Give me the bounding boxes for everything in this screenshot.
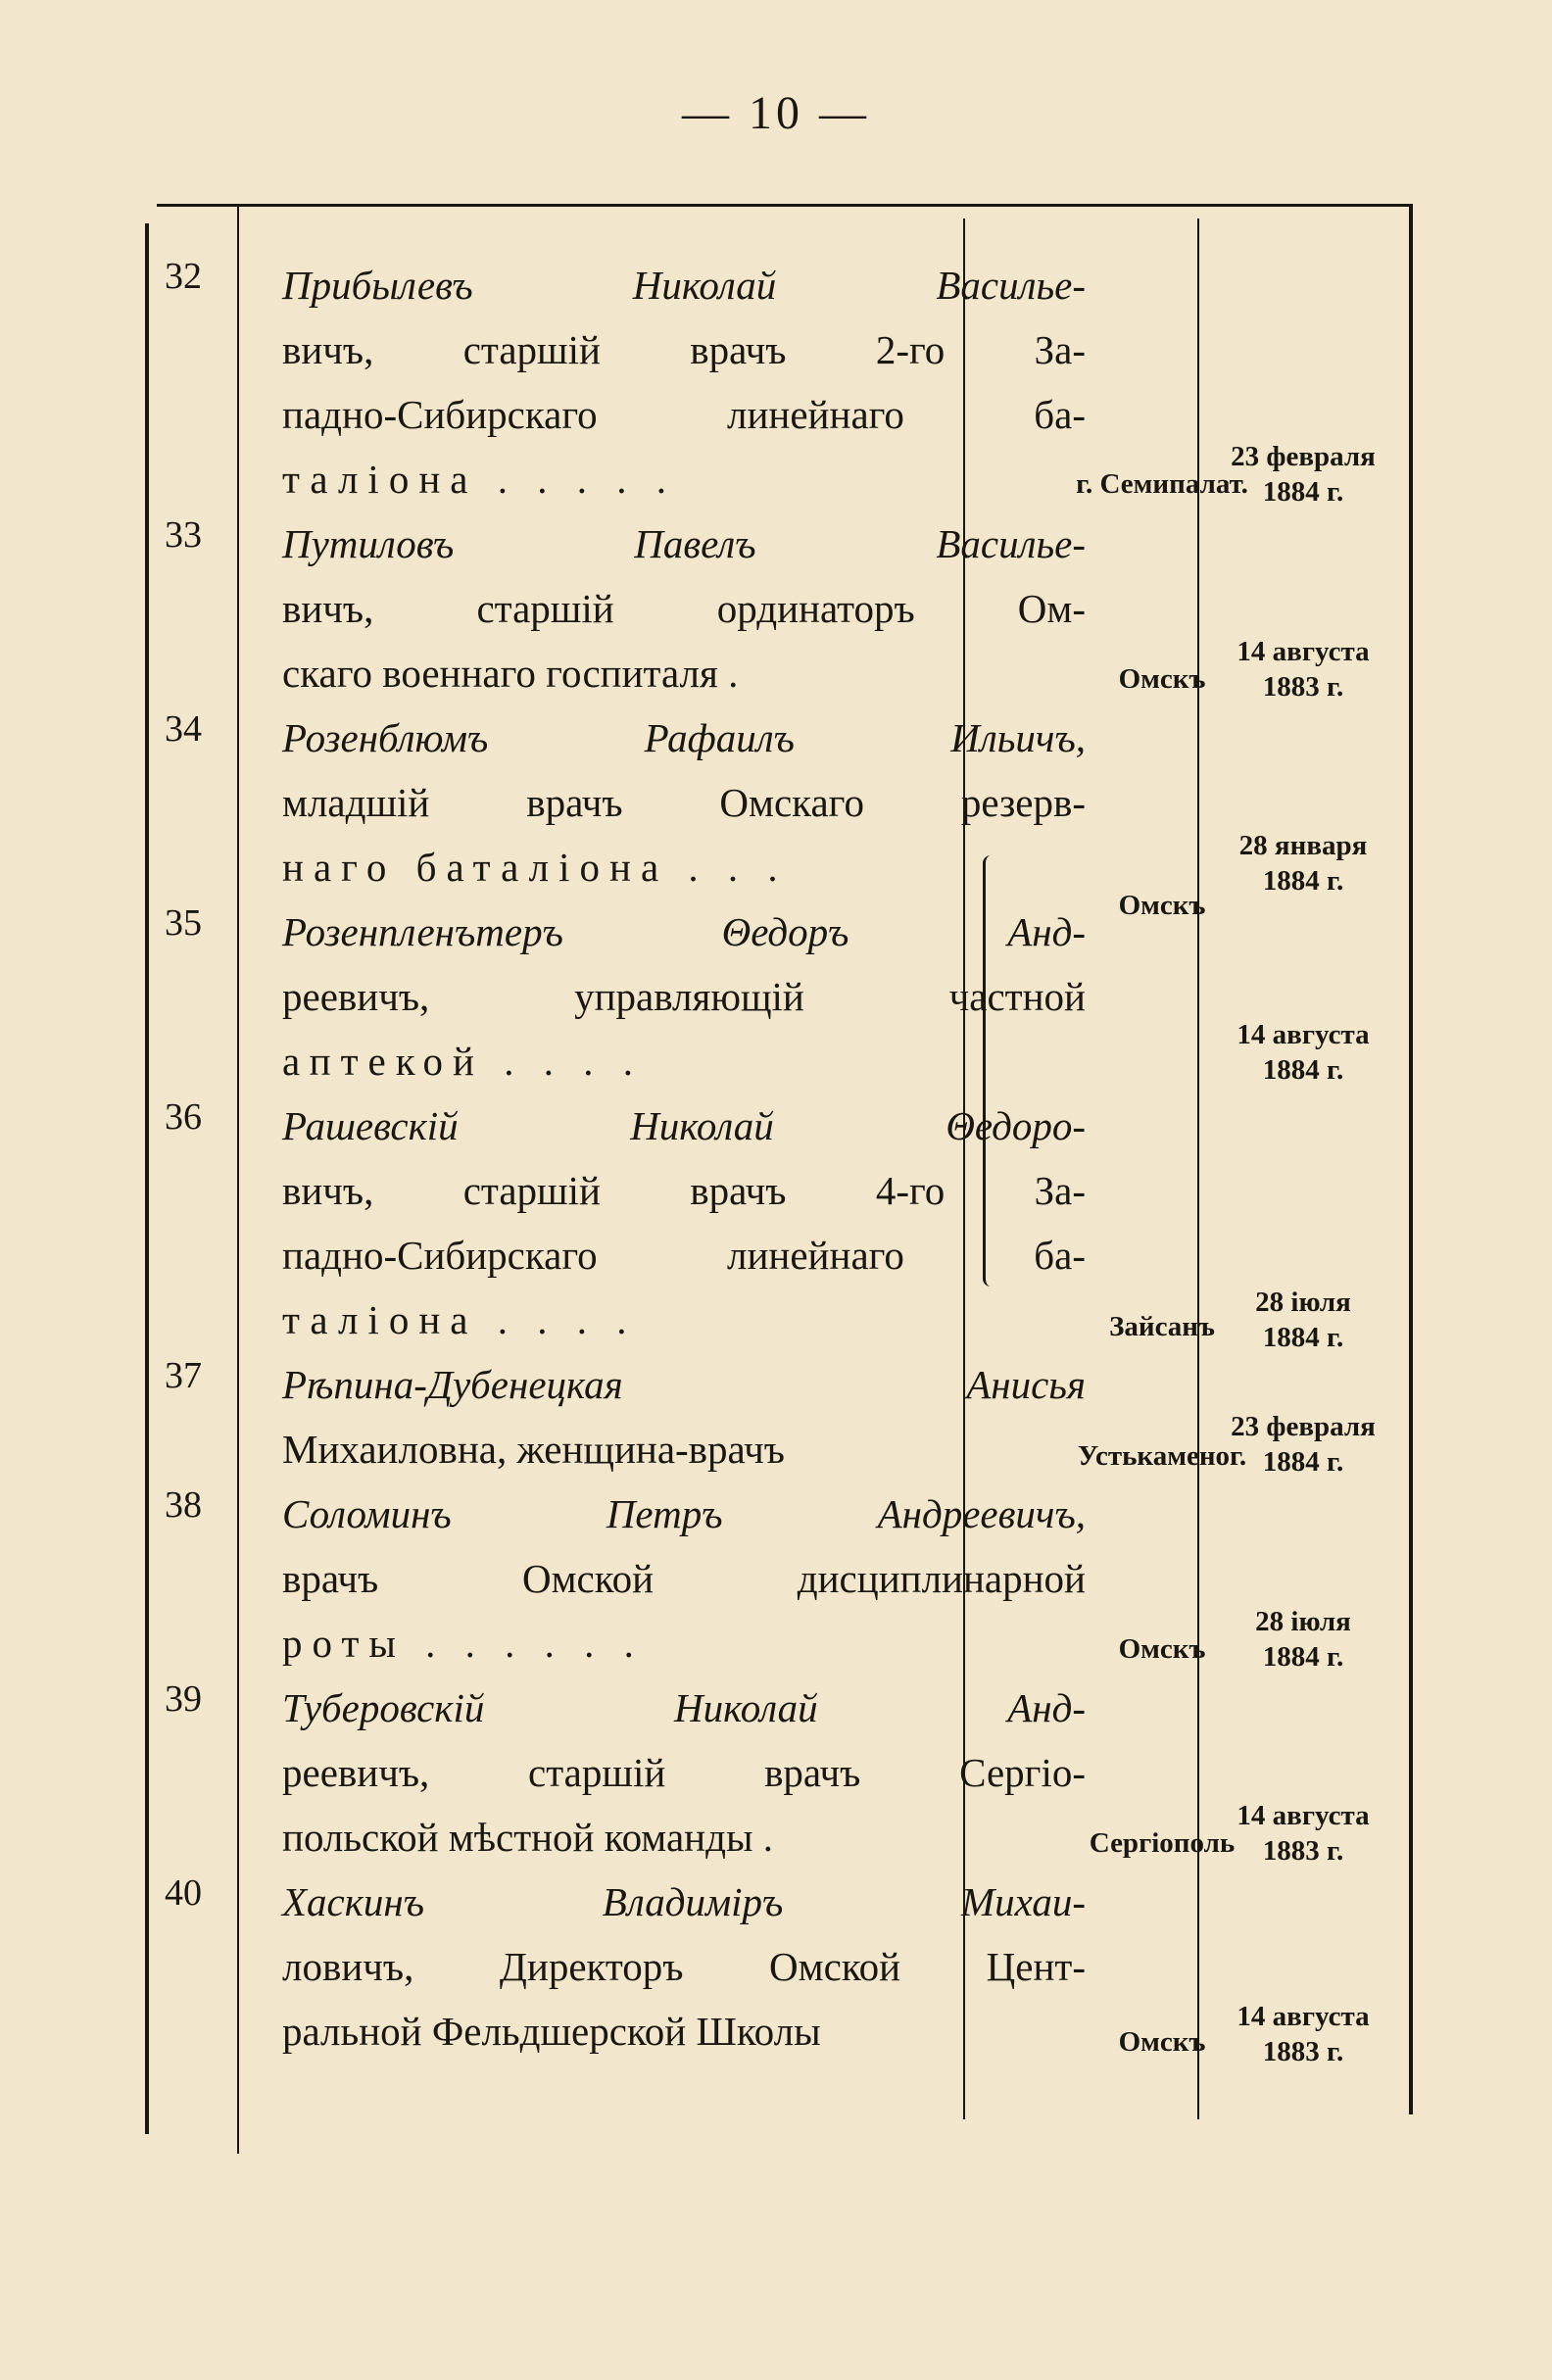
entry-line: врачъ Омской дисциплинарной	[282, 1556, 1086, 1601]
entry-line: таліона . . . . .	[282, 457, 676, 502]
entry-line: Михаиловна, женщина-врачъ	[282, 1427, 785, 1472]
entry-place: Омскъ	[1118, 663, 1206, 695]
entry-date-year: 1884 г.	[1262, 1054, 1344, 1086]
entry-place: Омскъ	[1118, 890, 1206, 921]
entry-line: падно-Сибирскаго линейнаго ба-	[282, 1233, 1086, 1278]
entry-date-year: 1884 г.	[1262, 865, 1344, 897]
entry-date-year: 1884 г.	[1262, 476, 1344, 508]
entry-description	[282, 1481, 1086, 1676]
entry-description	[282, 1676, 1086, 1870]
entry-line: ловичъ, Директоръ Омской Цент-	[282, 1944, 1086, 1989]
entry-line: падно-Сибирскаго линейнаго ба-	[282, 392, 1086, 437]
entry-line: ральной Фельдшерской Школы	[282, 2009, 821, 2054]
entry-date	[1195, 1798, 1411, 1869]
entry-date-year: 1883 г.	[1262, 2036, 1344, 2067]
entry-description	[282, 899, 1086, 1093]
register-table	[145, 204, 1419, 2114]
entry-date-year: 1884 г.	[1262, 1641, 1344, 1673]
table-left-rule	[145, 223, 149, 2134]
entry-place: Сергіополь	[1089, 1827, 1236, 1859]
entry-number: 32	[165, 256, 202, 297]
entry-name: Рашевскій Николай Θедоро-	[282, 1103, 1086, 1148]
entry-name: Розенпленътеръ Θедоръ Анд-	[282, 909, 1086, 954]
entry-line: наго баталіона . . .	[282, 845, 788, 890]
entry-date-day: 23 февраля	[1231, 1411, 1376, 1442]
entry-name: Путиловъ Павелъ Василье-	[282, 521, 1086, 566]
entry-line: реевичъ, старшій врачъ Сергіо-	[282, 1750, 1086, 1795]
entry-date-day: 14 августа	[1237, 1019, 1370, 1050]
entry-line: реевичъ, управляющій частной	[282, 974, 1086, 1019]
entry-date-day: 28 іюля	[1255, 1606, 1351, 1637]
entry-description	[282, 1870, 1086, 2064]
entry-place: Омскъ	[1118, 2026, 1206, 2058]
entry-date	[1195, 1285, 1411, 1355]
table-top-rule	[157, 204, 1413, 207]
number-column-rule	[237, 204, 239, 2154]
entry-name: Хаскинъ Владиміръ Михаи-	[282, 1879, 1086, 1924]
entry-place: Омскъ	[1118, 1633, 1206, 1665]
entry-number: 35	[165, 902, 202, 944]
entry-line: таліона . . . .	[282, 1297, 637, 1342]
entry-name: Рѣпина-Дубенецкая Анисья	[282, 1362, 1086, 1407]
entry-date	[1195, 1017, 1411, 1088]
entry-date	[1195, 828, 1411, 899]
entry-date-day: 14 августа	[1237, 636, 1370, 667]
entry-name: Розенблюмъ Рафаилъ Ильичъ,	[282, 715, 1086, 760]
entry-number: 33	[165, 514, 202, 556]
entry-line: вичъ, старшій ординаторъ Ом-	[282, 586, 1086, 631]
entry-place: Устькаменог.	[1077, 1440, 1247, 1472]
entry-date-day: 23 февраля	[1231, 441, 1376, 472]
entry-number: 38	[165, 1484, 202, 1526]
entry-number: 40	[165, 1872, 202, 1914]
entry-description	[282, 1352, 1086, 1481]
entry-place: г. Семипалат.	[1076, 468, 1248, 500]
entry-date	[1195, 634, 1411, 704]
entry-date-year: 1883 г.	[1262, 671, 1344, 703]
entry-description	[282, 1093, 1086, 1352]
entry-number: 37	[165, 1355, 202, 1396]
entry-date-day: 14 августа	[1237, 1800, 1370, 1831]
entry-name: Прибылевъ Николай Василье-	[282, 263, 1086, 308]
entry-line: польской мѣстной команды .	[282, 1815, 774, 1860]
entry-line: аптекой . . . .	[282, 1039, 643, 1084]
entry-description	[282, 253, 1086, 511]
entry-date	[1195, 1604, 1411, 1675]
entry-date-year: 1883 г.	[1262, 1835, 1344, 1867]
entry-date-year: 1884 г.	[1262, 1322, 1344, 1353]
entry-line: вичъ, старшій врачъ 4-го За-	[282, 1168, 1086, 1213]
entry-date-year: 1884 г.	[1262, 1446, 1344, 1478]
entry-date-day: 28 іюля	[1255, 1287, 1351, 1318]
entry-description	[282, 705, 1086, 899]
entry-description	[282, 511, 1086, 705]
entry-line: скаго военнаго госпиталя .	[282, 651, 739, 696]
entry-date	[1195, 1999, 1411, 2069]
entry-date	[1195, 1409, 1411, 1480]
entry-line: вичъ, старшій врачъ 2-го За-	[282, 327, 1086, 372]
entry-name: Туберовскій Николай Анд-	[282, 1685, 1086, 1730]
entry-number: 39	[165, 1678, 202, 1720]
entry-date-day: 28 января	[1238, 830, 1368, 861]
entry-line: роты . . . . . .	[282, 1621, 644, 1666]
entry-number: 34	[165, 708, 202, 750]
entry-place: Зайсанъ	[1109, 1311, 1215, 1342]
entry-line: младшій врачъ Омскаго резерв-	[282, 780, 1086, 825]
entry-date	[1195, 439, 1411, 510]
entry-name: Соломинъ Петръ Андреевичъ,	[282, 1491, 1086, 1536]
entry-number: 36	[165, 1096, 202, 1138]
page-number: — 10 —	[682, 87, 870, 139]
entry-date-day: 14 августа	[1237, 2001, 1370, 2032]
